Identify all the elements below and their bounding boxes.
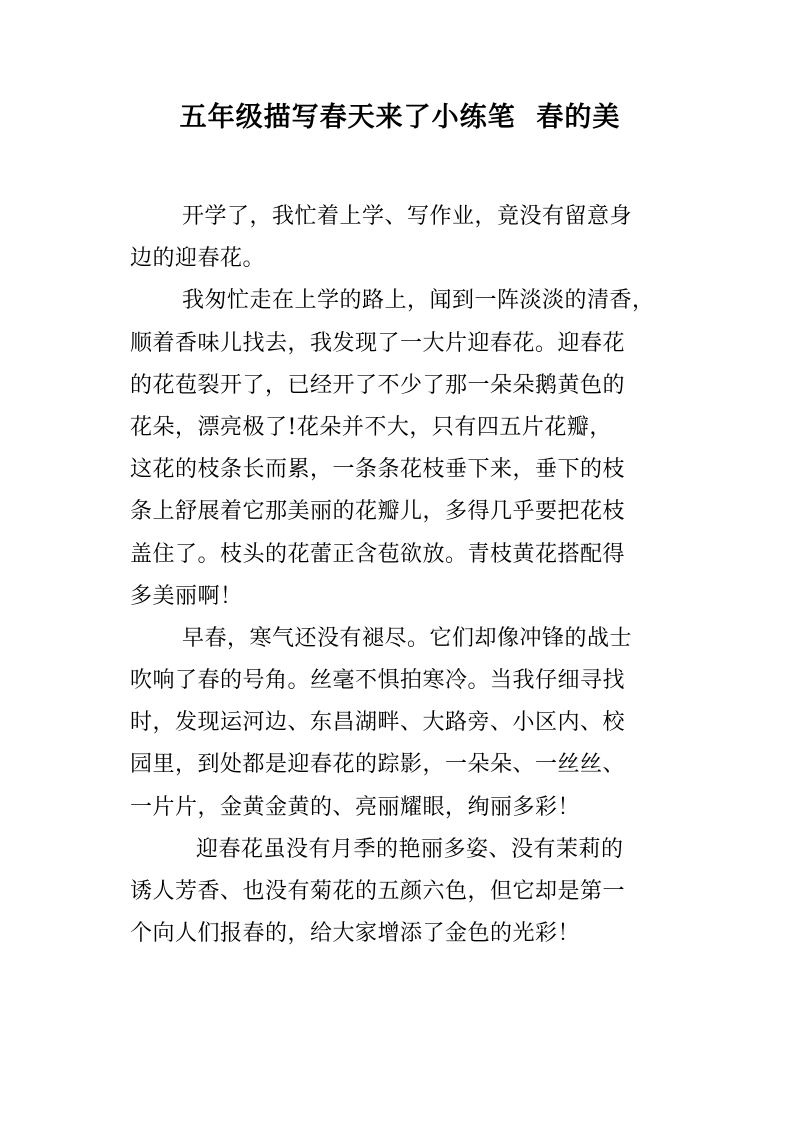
text-line: 多美丽啊！ <box>130 583 243 609</box>
text-line: 盖住了。枝头的花蕾正含苞欲放。青枝黄花搭配得 <box>130 541 626 567</box>
text-line: 的花苞裂开了，已经开了不少了那一朵朵鹅黄色的 <box>130 372 626 398</box>
text-line: 花朵，漂亮极了!花朵并不大，只有四五片花瓣， <box>130 414 612 440</box>
text-line: 个向人们报春的，给大家增添了金色的光彩！ <box>130 921 581 947</box>
text-line: 早春，寒气还没有褪尽。它们却像冲锋的战士 <box>182 625 633 651</box>
document-title: 五年级描写春天来了小练笔 春的美 <box>179 102 621 133</box>
text-line: 一片片，金黄金黄的、亮丽耀眼，绚丽多彩！ <box>130 794 581 820</box>
text-line: 园里，到处都是迎春花的踪影，一朵朵、一丝丝、 <box>130 752 626 778</box>
text-line: 吹响了春的号角。丝毫不惧拍寒冷。当我仔细寻找 <box>130 668 626 694</box>
text-line: 我匆忙走在上学的路上，闻到一阵淡淡的清香， <box>182 288 655 314</box>
document-body <box>130 196 675 955</box>
text-line: 条上舒展着它那美丽的花瓣儿，多得几乎要把花枝 <box>130 499 626 525</box>
text-line: 顺着香味儿找去，我发现了一大片迎春花。迎春花 <box>130 330 626 356</box>
text-line: 边的迎春花。 <box>130 246 266 272</box>
text-line: 这花的枝条长而累，一条条花枝垂下来，垂下的枝 <box>130 457 626 483</box>
text-line: 开学了，我忙着上学、写作业，竟没有留意身 <box>182 204 633 229</box>
text-line: 时，发现运河边、东昌湖畔、大路旁、小区内、校 <box>130 710 626 736</box>
text-line: 迎春花虽没有月季的艳丽多姿、没有茉莉的 <box>196 836 624 862</box>
text-line: 诱人芳香、也没有菊花的五颜六色，但它却是第一 <box>130 879 626 904</box>
